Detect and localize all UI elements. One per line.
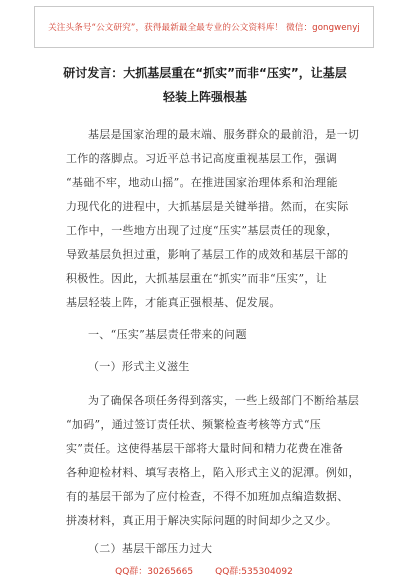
paragraph-line: 工作的落脚点。习近平总书记高度重视基层工作，强调 (66, 152, 338, 165)
qq-group-2: QQ群:535304092 (215, 566, 293, 577)
qq-group-1: QQ群：30265665 (115, 566, 194, 577)
paragraph-line: 导致基层负担过重，影响了基层工作的成效和基层干部的 (66, 248, 349, 261)
paragraph-line: 拼凑材料，真正用于解决实际问题的时间却少之又少。 (66, 514, 338, 527)
paragraph-line: 工作中，一些地方出现了过度“压实”基层责任的现象， (66, 224, 338, 237)
paragraph-line: “基础不牢，地动山摇”。在推进国家治理体系和治理能 (66, 176, 338, 189)
page-title-line-2: 轻装上阵强根基 (162, 90, 247, 104)
subsection-heading: （一）形式主义滋生 (88, 360, 190, 373)
subsection-heading: （二）基层干部压力过大 (88, 542, 213, 555)
paragraph-line: 实”责任。这使得基层干部将大量时间和精力花费在准备 (66, 442, 344, 455)
paragraph-line: “加码”，通过签订责任状、频繁检查考核等方式“压 (66, 418, 322, 431)
paragraph-line: 基层轻装上阵，才能真正强根基、促发展。 (66, 296, 281, 309)
paragraph-line: 为了确保各项任务得到落实，一些上级部门不断给基层 (88, 394, 360, 407)
promo-banner (34, 6, 374, 48)
page-title-line-1: 研讨发言：大抓基层重在“抓实”而非“压实”，让基层 (63, 66, 347, 80)
contact-footer (34, 560, 374, 580)
paragraph-line: 有的基层干部为了应付检查，不得不加班加点编造数据、 (66, 490, 349, 503)
promo-banner-text: 关注头条号“公文研究”，获得最新最全最专业的公文资料库！ 微信：gongwenyj (48, 23, 360, 33)
paragraph-line: 基层是国家治理的最末端、服务群众的最前沿，是一切 (88, 128, 360, 141)
paragraph-line: 积极性。因此，大抓基层重在“抓实”而非“压实”，让 (66, 272, 327, 285)
section-heading: 一、“压实”基层责任带来的问题 (88, 328, 247, 341)
paragraph-line: 各种迎检材料、填写表格上，陷入形式主义的泥潭。例如， (66, 466, 360, 479)
paragraph-line: 力现代化的进程中，大抓基层是关键举措。然而，在实际 (66, 200, 349, 213)
